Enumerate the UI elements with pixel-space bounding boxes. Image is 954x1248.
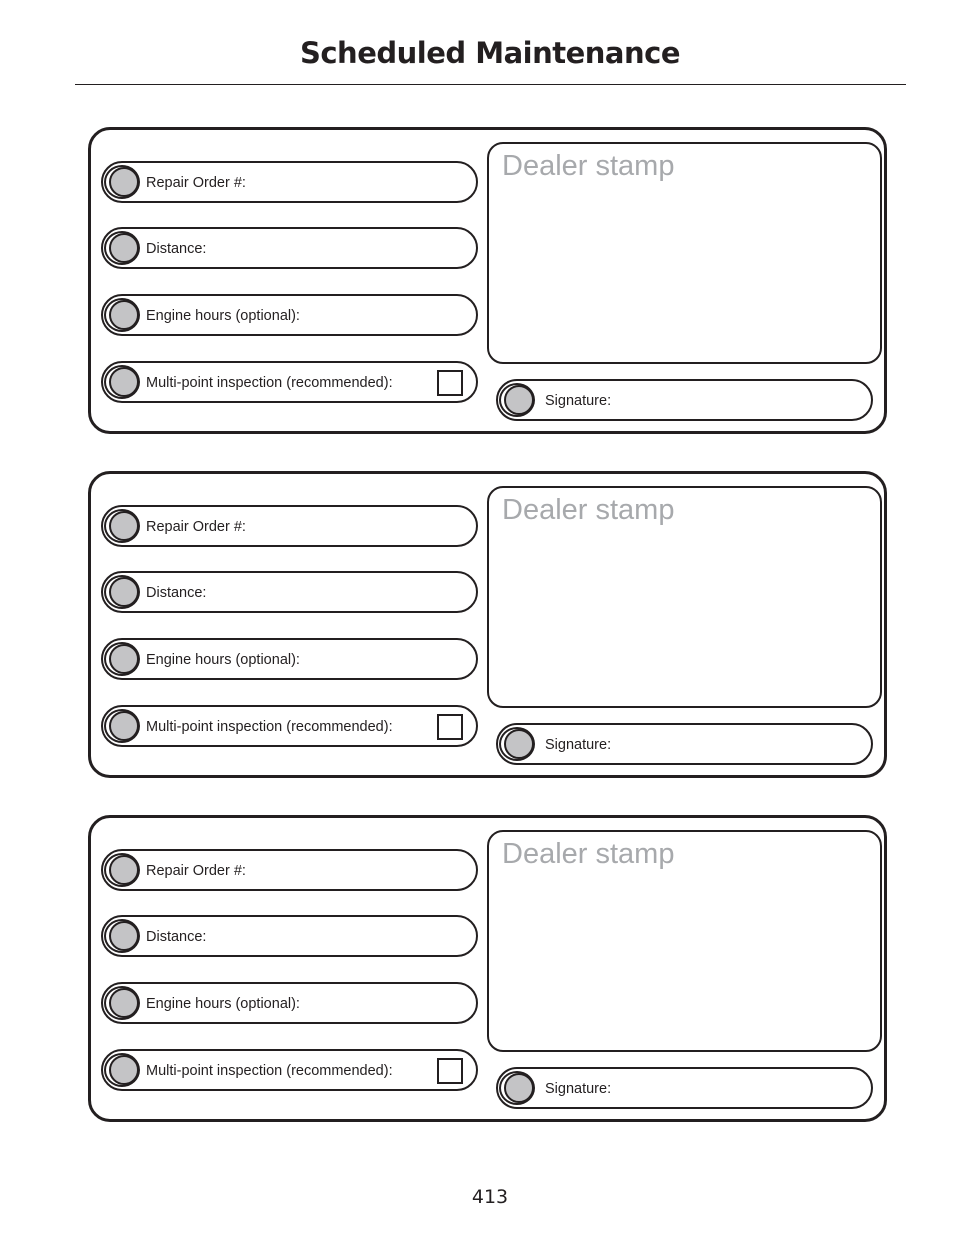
inspection-checkbox[interactable]	[437, 714, 463, 740]
inspection-checkbox[interactable]	[437, 1058, 463, 1084]
dealer-stamp-box[interactable]	[487, 486, 882, 708]
signature-label: Signature:	[545, 737, 612, 753]
field-marker-icon	[504, 385, 534, 415]
field-label: Repair Order #:	[146, 175, 246, 191]
dealer-stamp-box[interactable]	[487, 142, 882, 364]
distance-field[interactable]	[101, 915, 478, 957]
engine-hours-field[interactable]	[101, 294, 478, 336]
field-marker-icon	[109, 367, 139, 397]
dealer-stamp-box[interactable]	[487, 830, 882, 1052]
field-label: Distance:	[146, 585, 207, 601]
distance-field[interactable]	[101, 571, 478, 613]
signature-field[interactable]	[496, 379, 873, 421]
inspection-checkbox[interactable]	[437, 370, 463, 396]
maintenance-record-card	[88, 471, 887, 778]
field-label: Engine hours (optional):	[146, 652, 300, 668]
field-label: Repair Order #:	[146, 519, 246, 535]
repair-order-field[interactable]	[101, 849, 478, 891]
engine-hours-field[interactable]	[101, 638, 478, 680]
field-marker-icon	[109, 167, 139, 197]
dealer-stamp-label: Dealer stamp	[502, 838, 675, 870]
field-marker-icon	[109, 644, 139, 674]
field-label: Distance:	[146, 241, 207, 257]
field-marker-icon	[504, 729, 534, 759]
field-label: Repair Order #:	[146, 863, 246, 879]
page-number: 413	[471, 1186, 509, 1208]
field-label: Multi-point inspection (recommended):	[146, 375, 393, 391]
signature-label: Signature:	[545, 1081, 612, 1097]
inspection-field	[101, 705, 478, 747]
signature-field[interactable]	[496, 1067, 873, 1109]
field-marker-icon	[109, 300, 139, 330]
distance-field[interactable]	[101, 227, 478, 269]
field-label: Multi-point inspection (recommended):	[146, 1063, 393, 1079]
field-marker-icon	[109, 855, 139, 885]
page-title: Scheduled Maintenance	[299, 36, 681, 70]
title-rule	[75, 84, 906, 85]
repair-order-field[interactable]	[101, 161, 478, 203]
signature-field[interactable]	[496, 723, 873, 765]
field-marker-icon	[109, 233, 139, 263]
maintenance-record-card	[88, 815, 887, 1122]
field-label: Engine hours (optional):	[146, 996, 300, 1012]
field-label: Distance:	[146, 929, 207, 945]
dealer-stamp-label: Dealer stamp	[502, 150, 675, 182]
inspection-field	[101, 361, 478, 403]
field-marker-icon	[109, 1055, 139, 1085]
field-marker-icon	[109, 921, 139, 951]
field-marker-icon	[109, 988, 139, 1018]
field-label: Multi-point inspection (recommended):	[146, 719, 393, 735]
repair-order-field[interactable]	[101, 505, 478, 547]
dealer-stamp-label: Dealer stamp	[502, 494, 675, 526]
field-label: Engine hours (optional):	[146, 308, 300, 324]
field-marker-icon	[504, 1073, 534, 1103]
inspection-field	[101, 1049, 478, 1091]
field-marker-icon	[109, 577, 139, 607]
engine-hours-field[interactable]	[101, 982, 478, 1024]
maintenance-record-card	[88, 127, 887, 434]
signature-label: Signature:	[545, 393, 612, 409]
field-marker-icon	[109, 511, 139, 541]
field-marker-icon	[109, 711, 139, 741]
